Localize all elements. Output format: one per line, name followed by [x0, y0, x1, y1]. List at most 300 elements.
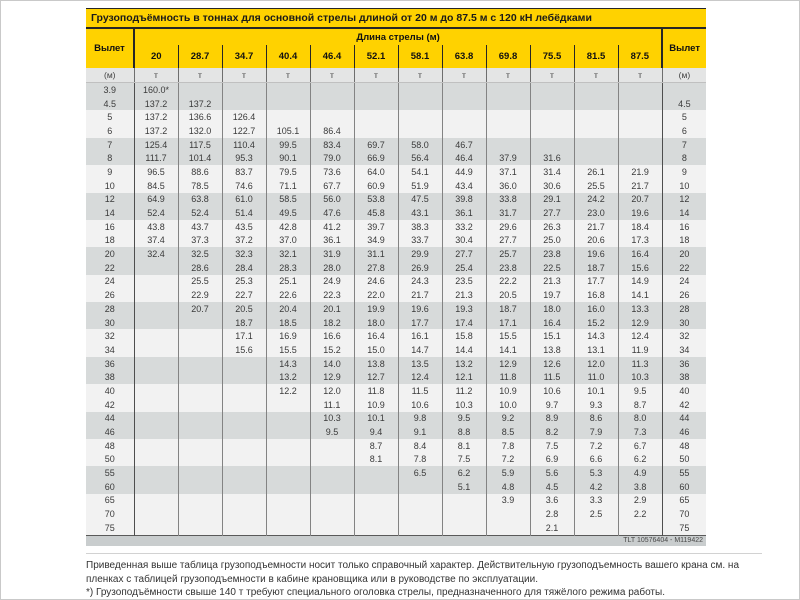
load-cell: 52.4 — [178, 206, 222, 220]
load-cell: 33.8 — [486, 193, 530, 207]
load-cell: 14.1 — [486, 343, 530, 357]
load-cell: 15.2 — [574, 316, 618, 330]
load-cell — [222, 398, 266, 412]
load-cell — [574, 521, 618, 535]
load-cell: 46.7 — [442, 138, 486, 152]
table-row — [86, 370, 706, 384]
radius-cell-right: 7 — [662, 138, 706, 152]
load-cell: 20.5 — [222, 302, 266, 316]
load-cell: 30.4 — [442, 234, 486, 248]
radius-cell-right: 55 — [662, 466, 706, 480]
load-cell: 9.2 — [486, 412, 530, 426]
load-cell: 79.5 — [266, 165, 310, 179]
load-cell — [442, 494, 486, 508]
table-row — [86, 329, 706, 343]
radius-cell-left: 65 — [86, 494, 134, 508]
load-cell — [134, 316, 178, 330]
radius-cell-left: 38 — [86, 370, 134, 384]
load-cell: 47.5 — [398, 193, 442, 207]
load-cell: 71.1 — [266, 179, 310, 193]
radius-cell-left: 5 — [86, 110, 134, 124]
load-cell: 12.2 — [266, 384, 310, 398]
load-cell: 132.0 — [178, 124, 222, 138]
note-asterisk: *) Грузоподъёмности свыше 140 т требуют специального оголовка стрелы, предназначенного для тяжёлого режима работы. — [86, 587, 665, 598]
load-cell: 42.8 — [266, 220, 310, 234]
load-unit: т — [310, 68, 354, 83]
load-cell: 19.7 — [530, 288, 574, 302]
load-cell: 8.8 — [442, 425, 486, 439]
load-cell — [178, 494, 222, 508]
load-cell: 15.6 — [222, 343, 266, 357]
load-cell — [574, 138, 618, 152]
radius-header-right: Вылет — [662, 29, 706, 68]
load-cell — [222, 466, 266, 480]
load-cell: 137.2 — [134, 110, 178, 124]
load-cell — [354, 494, 398, 508]
load-cell: 32.4 — [134, 247, 178, 261]
load-cell: 31.4 — [530, 165, 574, 179]
load-cell: 15.8 — [442, 329, 486, 343]
load-cell — [178, 439, 222, 453]
table-header — [86, 29, 706, 83]
load-cell — [486, 521, 530, 535]
load-cell: 14.3 — [574, 329, 618, 343]
load-cell: 2.2 — [618, 507, 662, 521]
load-chart — [86, 8, 706, 546]
load-cell — [134, 480, 178, 494]
radius-cell-right: 9 — [662, 165, 706, 179]
load-cell — [134, 507, 178, 521]
load-cell — [134, 343, 178, 357]
load-cell — [574, 124, 618, 138]
load-cell: 73.6 — [310, 165, 354, 179]
load-cell: 125.4 — [134, 138, 178, 152]
load-cell: 36.1 — [310, 234, 354, 248]
load-cell: 15.5 — [486, 329, 530, 343]
load-cell — [310, 97, 354, 111]
load-cell — [222, 521, 266, 535]
load-cell: 26.1 — [574, 165, 618, 179]
boom-length-col: 52.1 — [354, 45, 398, 68]
table-row — [86, 466, 706, 480]
load-cell: 9.5 — [310, 425, 354, 439]
table-body — [86, 83, 706, 536]
load-cell — [178, 412, 222, 426]
load-cell: 24.2 — [574, 193, 618, 207]
load-cell: 11.2 — [442, 384, 486, 398]
load-cell — [134, 275, 178, 289]
radius-cell-right: 70 — [662, 507, 706, 521]
table-row — [86, 165, 706, 179]
load-cell: 37.9 — [486, 151, 530, 165]
load-cell: 7.9 — [574, 425, 618, 439]
load-cell — [398, 124, 442, 138]
load-cell — [266, 110, 310, 124]
load-unit: т — [574, 68, 618, 83]
load-cell: 31.9 — [310, 247, 354, 261]
load-cell: 20.4 — [266, 302, 310, 316]
load-cell — [178, 425, 222, 439]
table-row — [86, 179, 706, 193]
radius-cell-right: 32 — [662, 329, 706, 343]
radius-cell-right: 26 — [662, 288, 706, 302]
load-cell — [310, 507, 354, 521]
load-cell — [486, 138, 530, 152]
load-cell — [134, 398, 178, 412]
load-cell: 14.1 — [618, 288, 662, 302]
radius-cell-right: 48 — [662, 439, 706, 453]
load-cell: 11.8 — [354, 384, 398, 398]
load-cell: 90.1 — [266, 151, 310, 165]
load-cell: 37.3 — [178, 234, 222, 248]
load-cell: 9.1 — [398, 425, 442, 439]
load-cell — [266, 453, 310, 467]
load-cell — [354, 480, 398, 494]
load-cell: 34.9 — [354, 234, 398, 248]
radius-cell-left: 46 — [86, 425, 134, 439]
load-cell: 45.8 — [354, 206, 398, 220]
radius-cell-left: 3.9 — [86, 83, 134, 97]
load-cell: 2.8 — [530, 507, 574, 521]
load-cell: 122.7 — [222, 124, 266, 138]
radius-cell-left: 48 — [86, 439, 134, 453]
load-cell: 7.3 — [618, 425, 662, 439]
load-unit: т — [442, 68, 486, 83]
table-row — [86, 507, 706, 521]
load-cell: 25.4 — [442, 261, 486, 275]
load-cell: 9.4 — [354, 425, 398, 439]
load-cell: 28.6 — [178, 261, 222, 275]
load-cell: 15.5 — [266, 343, 310, 357]
load-cell — [354, 97, 398, 111]
radius-cell-left: 42 — [86, 398, 134, 412]
load-cell: 12.4 — [618, 329, 662, 343]
table-row — [86, 398, 706, 412]
load-cell: 8.9 — [530, 412, 574, 426]
load-cell: 4.9 — [618, 466, 662, 480]
load-cell: 15.2 — [310, 343, 354, 357]
load-cell: 29.6 — [486, 220, 530, 234]
load-cell: 53.8 — [354, 193, 398, 207]
load-cell: 21.7 — [398, 288, 442, 302]
load-cell: 60.9 — [354, 179, 398, 193]
note-disclaimer: Приведенная выше таблица грузоподъемности носит только справочный характер. Действительную грузоподъемность вашего крана см. на пленках с таблицей грузоподъемности в кабине крановщика или в руководстве по эксплуатации. — [86, 560, 740, 585]
load-cell — [310, 521, 354, 535]
table-row — [86, 234, 706, 248]
load-cell: 26.9 — [398, 261, 442, 275]
load-cell — [354, 83, 398, 97]
load-cell — [178, 83, 222, 97]
table-row — [86, 97, 706, 111]
load-cell — [222, 370, 266, 384]
load-cell: 4.5 — [530, 480, 574, 494]
load-cell: 24.6 — [354, 275, 398, 289]
load-capacity-table — [86, 29, 706, 536]
load-cell — [178, 398, 222, 412]
radius-cell-right: 12 — [662, 193, 706, 207]
load-cell: 28.0 — [310, 261, 354, 275]
table-row — [86, 412, 706, 426]
radius-unit: (м) — [86, 68, 134, 83]
load-cell: 7.2 — [486, 453, 530, 467]
load-cell: 22.3 — [310, 288, 354, 302]
load-cell: 29.1 — [530, 193, 574, 207]
load-cell — [134, 521, 178, 535]
load-cell: 14.4 — [442, 343, 486, 357]
load-cell: 6.6 — [574, 453, 618, 467]
radius-cell-right: 22 — [662, 261, 706, 275]
load-cell: 105.1 — [266, 124, 310, 138]
load-cell: 18.7 — [222, 316, 266, 330]
load-cell — [398, 521, 442, 535]
load-cell: 63.8 — [178, 193, 222, 207]
load-cell: 3.3 — [574, 494, 618, 508]
load-cell: 88.6 — [178, 165, 222, 179]
radius-cell-left: 22 — [86, 261, 134, 275]
load-cell — [134, 357, 178, 371]
load-cell — [354, 124, 398, 138]
radius-header-left: Вылет — [86, 29, 134, 68]
radius-cell-right: 4.5 — [662, 97, 706, 111]
load-cell: 29.9 — [398, 247, 442, 261]
load-cell: 13.3 — [618, 302, 662, 316]
load-cell — [222, 494, 266, 508]
load-cell: 24.3 — [398, 275, 442, 289]
load-cell: 24.9 — [310, 275, 354, 289]
load-cell: 13.8 — [354, 357, 398, 371]
load-cell: 19.3 — [442, 302, 486, 316]
load-cell: 16.9 — [266, 329, 310, 343]
load-cell — [266, 480, 310, 494]
radius-unit: (м) — [662, 68, 706, 83]
load-unit: т — [222, 68, 266, 83]
load-cell: 23.5 — [442, 275, 486, 289]
load-cell: 37.2 — [222, 234, 266, 248]
radius-cell-left: 55 — [86, 466, 134, 480]
load-cell: 31.6 — [530, 151, 574, 165]
load-cell: 7.5 — [442, 453, 486, 467]
load-cell: 61.0 — [222, 193, 266, 207]
load-cell: 23.8 — [530, 247, 574, 261]
load-cell — [618, 97, 662, 111]
load-cell — [310, 439, 354, 453]
boom-length-col: 20 — [134, 45, 178, 68]
load-cell: 28.3 — [266, 261, 310, 275]
load-cell: 31.1 — [354, 247, 398, 261]
load-cell — [134, 261, 178, 275]
radius-cell-left: 28 — [86, 302, 134, 316]
load-cell: 8.4 — [398, 439, 442, 453]
load-cell: 9.3 — [574, 398, 618, 412]
load-cell: 11.0 — [574, 370, 618, 384]
load-cell — [178, 480, 222, 494]
load-cell: 25.7 — [486, 247, 530, 261]
load-cell — [266, 83, 310, 97]
load-cell: 8.7 — [618, 398, 662, 412]
load-cell: 79.0 — [310, 151, 354, 165]
boom-length-col: 87.5 — [618, 45, 662, 68]
load-cell: 18.0 — [530, 302, 574, 316]
load-cell: 32.3 — [222, 247, 266, 261]
load-cell — [178, 329, 222, 343]
load-cell — [134, 494, 178, 508]
load-cell — [178, 357, 222, 371]
load-cell: 15.6 — [618, 261, 662, 275]
load-cell — [266, 398, 310, 412]
radius-cell-right: 38 — [662, 370, 706, 384]
load-cell: 66.9 — [354, 151, 398, 165]
load-cell: 21.7 — [574, 220, 618, 234]
radius-cell-right: 65 — [662, 494, 706, 508]
load-cell — [354, 110, 398, 124]
load-cell — [398, 480, 442, 494]
boom-length-col: 58.1 — [398, 45, 442, 68]
radius-cell-left: 70 — [86, 507, 134, 521]
radius-cell-left: 40 — [86, 384, 134, 398]
table-row — [86, 316, 706, 330]
load-cell: 10.3 — [618, 370, 662, 384]
load-cell — [134, 453, 178, 467]
load-cell — [310, 453, 354, 467]
load-cell: 8.0 — [618, 412, 662, 426]
load-cell — [134, 439, 178, 453]
load-cell — [266, 97, 310, 111]
load-cell — [486, 124, 530, 138]
load-cell: 84.5 — [134, 179, 178, 193]
load-cell: 39.8 — [442, 193, 486, 207]
load-cell: 22.9 — [178, 288, 222, 302]
load-cell: 56.4 — [398, 151, 442, 165]
load-cell: 5.6 — [530, 466, 574, 480]
load-cell: 41.2 — [310, 220, 354, 234]
load-unit: т — [486, 68, 530, 83]
load-cell: 16.8 — [574, 288, 618, 302]
chart-title: Грузоподъёмность в тоннах для основной стрелы длиной от 20 м до 87.5 м с 120 кН лебёдками — [86, 8, 706, 29]
load-cell: 95.3 — [222, 151, 266, 165]
load-cell — [398, 83, 442, 97]
radius-cell-right: 44 — [662, 412, 706, 426]
load-cell: 16.4 — [618, 247, 662, 261]
load-cell: 67.7 — [310, 179, 354, 193]
load-cell: 51.9 — [398, 179, 442, 193]
load-cell — [178, 384, 222, 398]
load-cell: 22.2 — [486, 275, 530, 289]
document-code: TLT 10576404 - M119422 — [623, 536, 703, 544]
load-cell — [486, 507, 530, 521]
load-cell: 14.9 — [618, 275, 662, 289]
load-cell — [442, 83, 486, 97]
radius-cell-right: 36 — [662, 357, 706, 371]
radius-cell-right: 6 — [662, 124, 706, 138]
load-cell: 10.1 — [574, 384, 618, 398]
radius-cell-left: 9 — [86, 165, 134, 179]
radius-cell-left: 4.5 — [86, 97, 134, 111]
load-cell: 18.0 — [354, 316, 398, 330]
load-cell — [398, 494, 442, 508]
load-cell: 10.0 — [486, 398, 530, 412]
load-cell: 136.6 — [178, 110, 222, 124]
radius-cell-left: 10 — [86, 179, 134, 193]
load-cell: 78.5 — [178, 179, 222, 193]
load-cell: 10.1 — [354, 412, 398, 426]
load-cell: 27.7 — [486, 234, 530, 248]
radius-cell-right: 8 — [662, 151, 706, 165]
load-cell: 33.7 — [398, 234, 442, 248]
load-cell: 7.2 — [574, 439, 618, 453]
load-cell: 9.7 — [530, 398, 574, 412]
load-cell: 36.1 — [442, 206, 486, 220]
load-cell: 5.1 — [442, 480, 486, 494]
radius-cell-right: 5 — [662, 110, 706, 124]
load-cell: 43.1 — [398, 206, 442, 220]
load-cell: 32.1 — [266, 247, 310, 261]
load-cell: 51.4 — [222, 206, 266, 220]
load-unit: т — [266, 68, 310, 83]
load-cell: 2.9 — [618, 494, 662, 508]
load-cell: 22.0 — [354, 288, 398, 302]
load-cell: 96.5 — [134, 165, 178, 179]
load-cell: 20.7 — [618, 193, 662, 207]
load-cell: 28.4 — [222, 261, 266, 275]
load-cell — [442, 97, 486, 111]
units-row — [86, 68, 706, 83]
load-cell: 32.5 — [178, 247, 222, 261]
table-row — [86, 425, 706, 439]
load-unit: т — [618, 68, 662, 83]
load-cell: 16.0 — [574, 302, 618, 316]
load-cell: 8.5 — [486, 425, 530, 439]
radius-cell-right: 14 — [662, 206, 706, 220]
load-cell: 16.4 — [530, 316, 574, 330]
table-row — [86, 83, 706, 97]
load-cell — [222, 384, 266, 398]
load-cell: 20.6 — [574, 234, 618, 248]
load-cell: 15.0 — [354, 343, 398, 357]
load-cell: 31.7 — [486, 206, 530, 220]
load-cell: 14.3 — [266, 357, 310, 371]
load-cell: 25.5 — [178, 275, 222, 289]
load-cell: 86.4 — [310, 124, 354, 138]
load-cell — [178, 466, 222, 480]
load-cell: 20.7 — [178, 302, 222, 316]
load-cell: 137.2 — [134, 97, 178, 111]
boom-length-col: 63.8 — [442, 45, 486, 68]
load-cell: 18.4 — [618, 220, 662, 234]
radius-cell-left: 30 — [86, 316, 134, 330]
load-cell: 43.4 — [442, 179, 486, 193]
table-row — [86, 521, 706, 535]
load-cell: 13.2 — [266, 370, 310, 384]
load-cell: 9.5 — [442, 412, 486, 426]
load-unit: т — [134, 68, 178, 83]
table-row — [86, 343, 706, 357]
load-cell — [618, 151, 662, 165]
load-cell: 21.7 — [618, 179, 662, 193]
load-cell: 12.6 — [530, 357, 574, 371]
table-row — [86, 439, 706, 453]
load-cell: 13.5 — [398, 357, 442, 371]
load-cell: 10.6 — [530, 384, 574, 398]
radius-cell-left: 7 — [86, 138, 134, 152]
load-cell — [354, 521, 398, 535]
load-cell: 16.1 — [398, 329, 442, 343]
load-cell: 25.5 — [574, 179, 618, 193]
load-cell: 6.5 — [398, 466, 442, 480]
load-cell — [530, 83, 574, 97]
load-cell: 11.9 — [618, 343, 662, 357]
load-cell — [530, 97, 574, 111]
load-cell: 9.5 — [618, 384, 662, 398]
